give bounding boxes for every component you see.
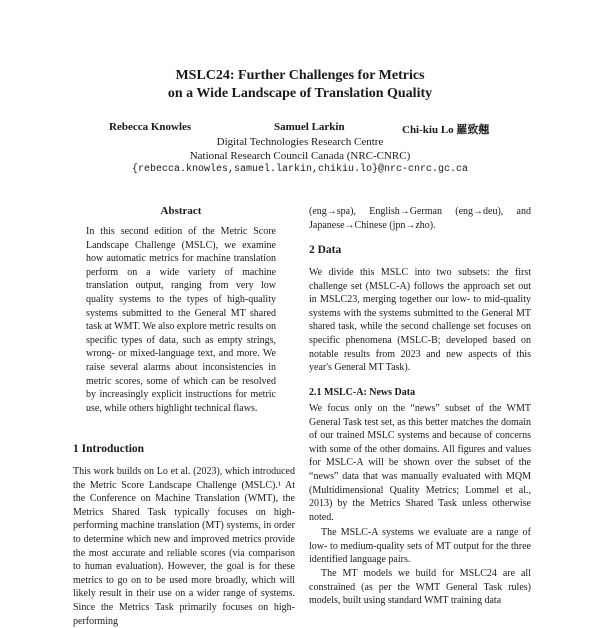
title-line-1: MSLC24: Further Challenges for Metrics — [175, 68, 425, 83]
author-name: Samuel Larkin — [274, 121, 345, 133]
data-section-text: We divide this MSLC into two subsets: the first challenge set (MSLC-A) follows the approach set out in MSLC23, merging together our low- to mid-quality systems with the systems submitted to the General MT shared task, while the second challenge set focuses on specific phenomena (MSLC-B; developed based on notable results from 2023 and new aspects of this year's General MT Task). — [309, 267, 531, 374]
mslc-a-paragraph-1: We focus only on the “news” subset of the WMT General Task test set, as this better matches the domain of our trained MSLC systems and because of concerns with some of the other domains. All figures and values for MSLC-A will be shown over the subset of the “news” data that was manually evaluated with MQM (Multidimensional Quality Metrics; Lommel et al., 2013) by the Metrics Shared Task unless otherwise noted. — [309, 403, 531, 523]
section-heading-data: 2 Data — [309, 244, 342, 256]
paper-title — [0, 67, 600, 103]
affiliation-org-2: National Research Council Canada (NRC-CNRC) — [189, 150, 411, 162]
author-list — [0, 121, 600, 135]
abstract-text: In this second edition of the Metric Score Landscape Challenge (MSLC), we examine how automatic metrics for machine translation perform on a wide variety of machine translation output, ranging from very low quality systems to the types of high-quality systems submitted to the General MT shared task at WMT. We also explore metric results on specific types of data, such as empty strings, wrong- or mixed-language text, and more. We raise several alarms about inconsistencies in metric scores, some of which can be resolved by increasingly explicit instructions for metric use, while others highlight technical flaws. — [86, 226, 276, 414]
language-pairs-text: (eng→spa), English→German (eng→deu), and Japanese→Chinese (jpn→zho). — [309, 206, 531, 231]
mslc-a-paragraph-3: The MT models we build for MSLC24 are all constrained (as per the WMT General Task rules) models, built using standard WMT training data — [309, 568, 531, 607]
author-name: Chi-kiu Lo 羅致翹 — [402, 124, 490, 136]
title-line-2: on a Wide Landscape of Translation Quality — [167, 86, 433, 101]
affiliation-org-1: Digital Technologies Research Centre — [216, 136, 384, 148]
author-emails: {rebecca.knowles,samuel.larkin,chikiu.lo}@nrc-cnrc.gc.ca — [131, 164, 469, 175]
abstract-heading: Abstract — [160, 205, 202, 217]
introduction-text: This work builds on Lo et al. (2023), which introduced the Metric Score Landscape Challenge (MSLC).¹ At the Conference on Machine Translation (WMT), the Metrics Shared Task typically focuses on high-performing machine translation (MT) systems, in order to determine which new and improved metrics provide the most accurate and reliable scores (via comparison to human evaluation). However, the goal is for these metrics to go on to be used more broadly, which will likely result in their use on a wider range of systems. Since the Metrics Task primarily focuses on high-performing — [73, 466, 295, 627]
section-heading-introduction: 1 Introduction — [73, 443, 145, 455]
subsection-heading-mslc-a: 2.1 MSLC-A: News Data — [309, 387, 416, 398]
affiliation — [0, 135, 600, 177]
author-name: Rebecca Knowles — [109, 121, 192, 133]
mslc-a-paragraph-2: The MSLC-A systems we evaluate are a range of low- to medium-quality sets of MT output for the three identified language pairs. — [309, 527, 531, 566]
